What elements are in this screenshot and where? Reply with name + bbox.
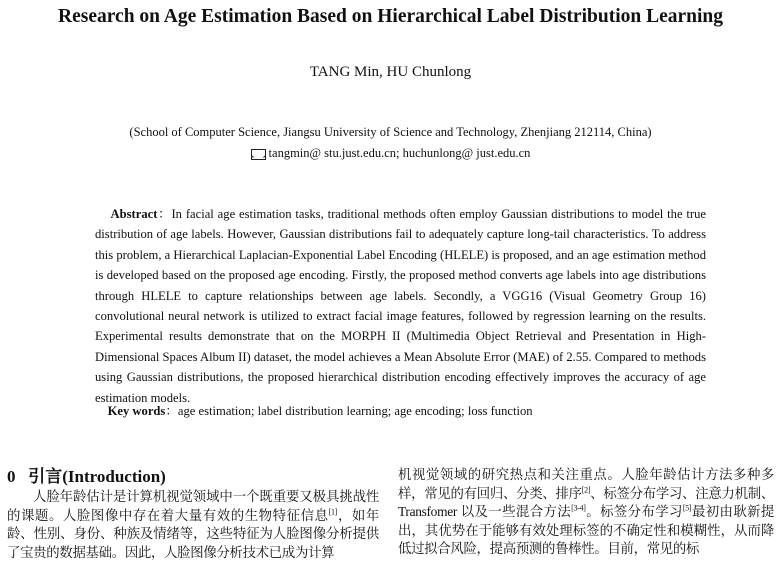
body-right-column	[398, 466, 774, 559]
body-text: 、标签分布学习、注意力机制、Transfomer 以及一些混合方法	[398, 485, 774, 519]
keywords	[95, 400, 706, 419]
keywords-label: Key words	[107, 404, 166, 418]
email[interactable]: tangmin@ stu.just.edu.cn; huchunlong@ just.edu.cn	[268, 146, 531, 160]
body-text: 人脸年龄估计是计算机视觉领域中一个既重要又极具挑战性的课题。人脸图像中存在着大量有效的生物特征信息	[7, 489, 379, 523]
body-left-column	[7, 488, 379, 562]
citation: [2]	[581, 485, 591, 495]
abstract	[95, 204, 706, 408]
body-text: ，如年龄、性别、身份、种族及情绪等，这些特征为人脸图像分析提供了宝贵的数据基础。因此，人脸图像分析技术已成为计算	[7, 507, 379, 560]
section-number: 0	[7, 467, 16, 486]
section-title: 引言(Introduction)	[28, 467, 166, 486]
keywords-text: age estimation; label distribution learning; age encoding; loss function	[177, 404, 533, 418]
mail-icon	[251, 149, 266, 160]
section-heading	[7, 467, 166, 487]
abstract-label: Abstract	[110, 207, 158, 221]
citation: [3-4]	[571, 503, 586, 513]
body-text: 机视觉领域的研究热点和关注重点。人脸年龄估计方法多种多样，常见的有回归、分类、排序	[398, 467, 774, 501]
citation: [1]	[328, 507, 338, 517]
abstract-sep: ：	[157, 207, 172, 221]
email-line	[0, 146, 781, 161]
abstract-text: In facial age estimation tasks, traditional methods often employ Gaussian distributions to model the true distribution of age labels. However, Gaussian distributions fail to adequately capture long-tail characteristics. To address this problem, a Hierarchical Laplacian-Exponential Label Encoding (HLELE) is proposed, and an age estimation method is developed based on the proposed age encoding. Firstly, the proposed method converts age labels into age distributions through HLELE to capture relationships between age labels. Secondly, a VGG16 (Visual Geometry Group 16) convolutional neural network is utilized to extract facial image features, followed by regression learning on the results. Experimental results demonstrate that on the MORPH II (Multimedia Object Retrieval and Presentation in High-Dimensional Spaces Album II) dataset, the model achieves a Mean Absolute Error (MAE) of 2.55. Compared to methods using Gaussian distributions, the proposed hierarchical distribution encoding effectively improves the accuracy of age estimation models.	[95, 207, 707, 405]
keywords-sep: ：	[165, 404, 178, 418]
paper-title: Research on Age Estimation Based on Hierarchical Label Distribution Learning	[58, 6, 723, 27]
body-text: 最初由耿新提出，其优势在于能够有效处理标签的不确定性和模糊性，从而降低过拟合风险，提高预测的鲁棒性。目前，常见的标	[398, 504, 775, 556]
authors: TANG Min, HU Chunlong	[309, 64, 472, 80]
affiliation: (School of Computer Science, Jiangsu University of Science and Technology, Zhenjiang 212114, China)	[129, 125, 652, 139]
body-text: 。标签分布学习	[585, 504, 683, 519]
citation: [5]	[682, 503, 692, 513]
